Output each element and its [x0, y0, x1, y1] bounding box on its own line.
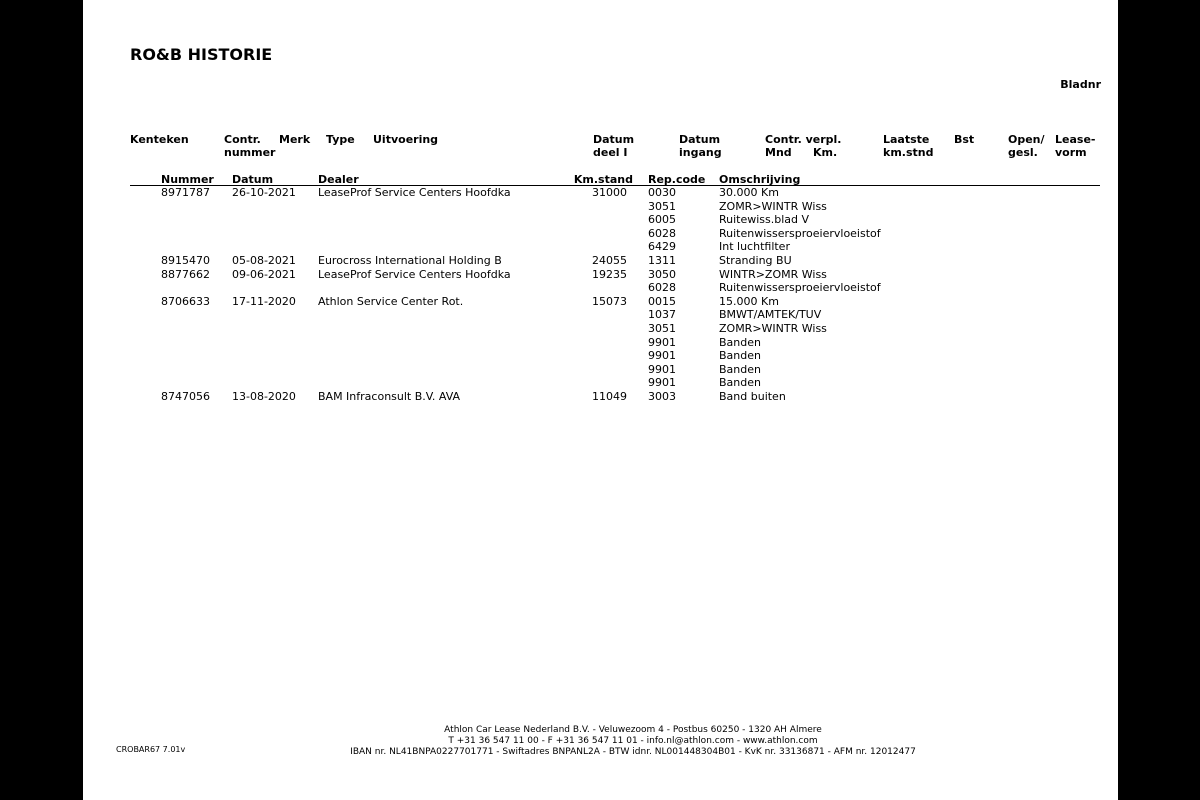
row-datum: 13-08-2020: [232, 389, 296, 403]
table-row: [83, 213, 1118, 227]
row-repcode: 3051: [648, 321, 676, 335]
row-repcode: 9901: [648, 349, 676, 363]
table-row: [83, 295, 1118, 309]
table-row: [83, 281, 1118, 295]
row-omschrijving: Banden: [719, 349, 761, 363]
header-km: Km.: [813, 146, 838, 159]
footer-registration: IBAN nr. NL41BNPA0227701771 - Swiftadres BNPANL2A - BTW idnr. NL001448304B01 - KvK nr. 33136871 - AFM nr. 12012477: [350, 747, 916, 757]
row-nummer: 8706633: [161, 294, 210, 308]
table-row: [83, 308, 1118, 322]
row-dealer: LeaseProf Service Centers Hoofdka: [318, 186, 511, 199]
subheader-kmstand: Km.stand: [573, 173, 633, 186]
row-omschrijving: Ruitewiss.blad V: [719, 213, 810, 227]
table-row: [83, 186, 1118, 200]
subheader-repcode: Rep.code: [648, 173, 706, 186]
row-omschrijving: Banden: [719, 376, 761, 390]
row-kmstand: 24055: [592, 253, 627, 267]
row-dealer: LeaseProf Service Centers Hoofdka: [318, 267, 511, 281]
row-repcode: 6028: [648, 226, 676, 240]
header-laatste-1: Laatste: [883, 133, 930, 146]
row-repcode: 3051: [648, 199, 676, 213]
row-repcode: 6028: [648, 281, 676, 295]
row-repcode: 1037: [648, 308, 676, 322]
page-title: RO&B HISTORIE: [130, 45, 273, 64]
subheader-omschrijving: Omschrijving: [719, 173, 801, 186]
subheader-datum: Datum: [232, 173, 274, 186]
header-datum-ingang-1: Datum: [679, 133, 721, 146]
row-dealer: Eurocross International Holding B: [318, 253, 502, 267]
row-omschrijving: ZOMR>WINTR Wiss: [719, 321, 827, 335]
row-repcode: 0030: [648, 186, 676, 199]
header-datum-ingang-2: ingang: [679, 146, 722, 159]
row-omschrijving: Int luchtfilter: [719, 240, 790, 254]
row-repcode: 9901: [648, 362, 676, 376]
row-datum: 09-06-2021: [232, 267, 296, 281]
row-repcode: 1311: [648, 253, 676, 267]
table-row: [83, 376, 1118, 390]
table-row: [83, 227, 1118, 241]
row-omschrijving: Stranding BU: [719, 253, 792, 267]
row-kmstand: 31000: [592, 186, 627, 199]
table-row: [83, 336, 1118, 350]
header-mnd: Mnd: [765, 146, 792, 159]
row-repcode: 0015: [648, 294, 676, 308]
row-omschrijving: Banden: [719, 335, 761, 349]
header-nummer: nummer: [224, 146, 276, 159]
page-number-label: Bladnr: [1060, 78, 1101, 91]
table-row: [83, 349, 1118, 363]
row-repcode: 3003: [648, 389, 676, 403]
row-omschrijving: Ruitenwissersproeiervloeistof: [719, 226, 881, 240]
header-merk: Merk: [279, 133, 311, 146]
header-contr: Contr.: [224, 133, 261, 146]
row-omschrijving: Ruitenwissersproeiervloeistof: [719, 281, 881, 295]
history-table-body: [83, 186, 1118, 404]
header-uitvoering: Uitvoering: [373, 133, 439, 146]
row-repcode: 6429: [648, 240, 676, 254]
row-omschrijving: Banden: [719, 362, 761, 376]
header-datum-deel-2: deel I: [593, 146, 628, 159]
row-omschrijving: ZOMR>WINTR Wiss: [719, 199, 827, 213]
row-dealer: BAM Infraconsult B.V. AVA: [318, 389, 461, 403]
document-page: [83, 0, 1118, 800]
header-open-1: Open/: [1008, 133, 1045, 146]
row-datum: 17-11-2020: [232, 294, 296, 308]
header-bst: Bst: [954, 133, 975, 146]
row-dealer: Athlon Service Center Rot.: [318, 294, 464, 308]
company-footer: [343, 725, 923, 758]
header-open-2: gesl.: [1008, 146, 1038, 159]
header-lease-1: Lease-: [1055, 133, 1096, 146]
row-nummer: 8971787: [161, 186, 210, 199]
row-nummer: 8877662: [161, 267, 210, 281]
table-row: [83, 254, 1118, 268]
header-lease-2: vorm: [1055, 146, 1087, 159]
row-repcode: 6005: [648, 213, 676, 227]
row-omschrijving: 30.000 Km: [719, 186, 779, 199]
subheader-nummer: Nummer: [161, 173, 214, 186]
footer-contact: T +31 36 547 11 00 - F +31 36 547 11 01 - info.nl@athlon.com - www.athlon.com: [448, 736, 818, 746]
footer-address: Athlon Car Lease Nederland B.V. - Veluwezoom 4 - Postbus 60250 - 1320 AH Almere: [444, 725, 822, 735]
report-version: CROBAR67 7.01v: [116, 745, 186, 754]
row-omschrijving: 15.000 Km: [719, 294, 779, 308]
row-nummer: 8915470: [161, 253, 210, 267]
table-row: [83, 363, 1118, 377]
row-omschrijving: Band buiten: [719, 389, 786, 403]
header-kenteken: Kenteken: [130, 133, 189, 146]
row-kmstand: 15073: [592, 294, 627, 308]
row-datum: 26-10-2021: [232, 186, 296, 199]
table-row: [83, 240, 1118, 254]
header-contr-verpl: Contr. verpl.: [765, 133, 842, 146]
row-kmstand: 11049: [592, 389, 627, 403]
table-row: [83, 322, 1118, 336]
row-repcode: 9901: [648, 335, 676, 349]
row-datum: 05-08-2021: [232, 253, 296, 267]
row-repcode: 9901: [648, 376, 676, 390]
row-repcode: 3050: [648, 267, 676, 281]
table-row: [83, 200, 1118, 214]
row-nummer: 8747056: [161, 389, 210, 403]
header-laatste-2: km.stnd: [883, 146, 934, 159]
row-kmstand: 19235: [592, 267, 627, 281]
header-datum-deel-1: Datum: [593, 133, 635, 146]
table-row: [83, 268, 1118, 282]
subheader-dealer: Dealer: [318, 173, 359, 186]
header-type: Type: [326, 133, 355, 146]
table-row: [83, 390, 1118, 404]
row-omschrijving: WINTR>ZOMR Wiss: [719, 267, 827, 281]
row-omschrijving: BMWT/AMTEK/TUV: [719, 308, 822, 322]
